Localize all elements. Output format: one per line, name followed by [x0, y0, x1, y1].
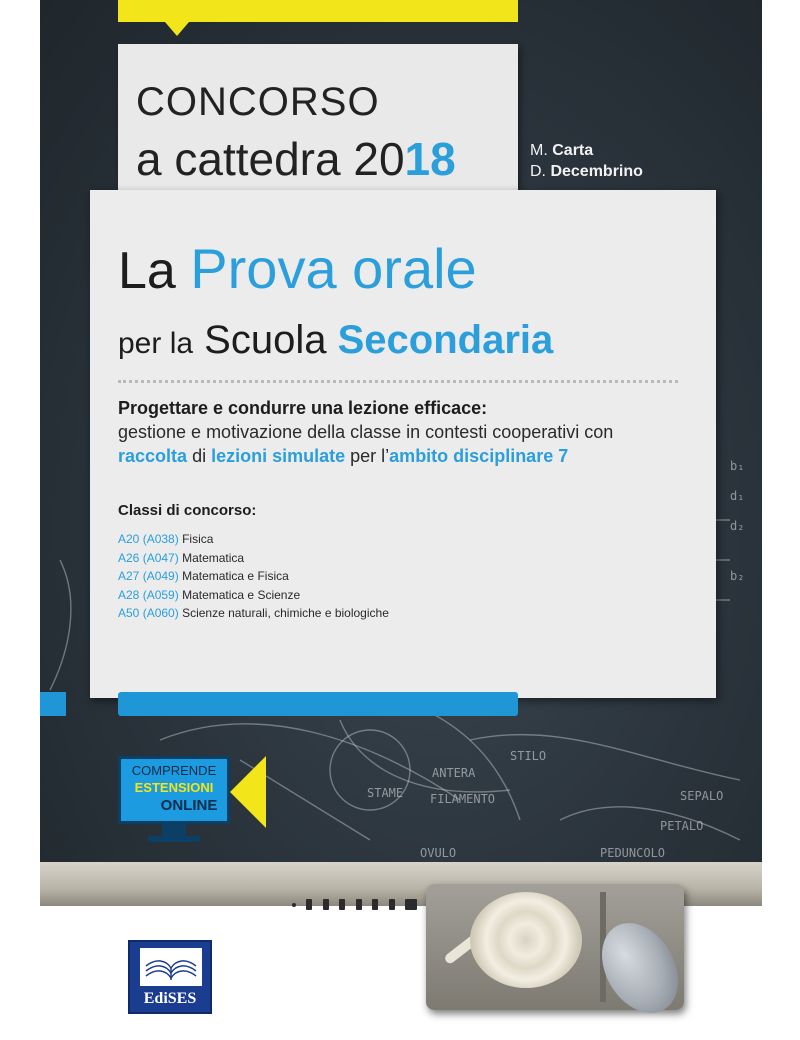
monitor-base-icon — [148, 836, 200, 842]
book-title-line1: La Prova orale — [118, 237, 477, 300]
blue-accent-bar — [118, 692, 518, 716]
badge-line3: ONLINE — [160, 797, 218, 814]
book-description — [118, 396, 698, 468]
chalk-sub-d2: d₂ — [730, 519, 745, 533]
dotted-divider — [118, 380, 678, 383]
chalk-word-stilo: STILO — [510, 749, 547, 763]
port-icon — [306, 899, 312, 910]
port-icon — [405, 899, 417, 910]
classes-heading: Classi di concorso: — [118, 502, 257, 519]
authors — [530, 140, 643, 182]
chalk-word-petalo: PETALO — [660, 819, 704, 833]
chalk-sub-d1: d₁ — [730, 489, 745, 503]
yellow-tab-pointer — [165, 22, 189, 36]
class-item: A26 (A047) Matematica — [118, 550, 245, 565]
author-2: D. Decembrino — [530, 163, 643, 180]
chalk-word-antera: ANTERA — [432, 766, 476, 780]
chalk-sub-b1: b₁ — [730, 459, 745, 473]
open-book-icon — [140, 948, 202, 986]
chalk-word-filamento: FILAMENTO — [430, 792, 496, 806]
port-icon — [323, 899, 329, 910]
description-lead: Progettare e condurre una lezione efficace: — [118, 398, 488, 418]
series-title: CONCORSO — [136, 80, 380, 124]
eraser-image — [470, 892, 582, 988]
publisher-logo — [128, 940, 212, 1014]
class-item: A20 (A038) Fisica — [118, 532, 214, 546]
chalk-word-ovulo: OVULO — [420, 846, 457, 860]
publisher-name: EdiSES — [143, 990, 197, 1007]
port-icon — [356, 899, 362, 910]
port-icon — [372, 899, 378, 910]
port-icon — [339, 899, 345, 910]
series-label-box — [118, 44, 518, 202]
book-title-line2: per la Scuola Secondaria — [118, 318, 554, 362]
classes-list — [118, 530, 389, 623]
chalk-sub-b2: b₂ — [730, 569, 745, 583]
class-item: A27 (A049) Matematica e Fisica — [118, 569, 289, 583]
chalk-word-sepalo: SEPALO — [680, 789, 724, 803]
chalk-word-stame: STAME — [367, 786, 404, 800]
online-extensions-badge — [118, 756, 230, 824]
badge-line2: ESTENSIONI — [134, 780, 214, 795]
port-icon — [292, 903, 296, 907]
port-icon — [389, 899, 395, 910]
left-blue-tab — [40, 692, 66, 716]
author-1: M. Carta — [530, 142, 594, 159]
frame-ports — [292, 896, 423, 910]
badge-line1: COMPRENDE — [131, 763, 217, 778]
series-subtitle: a cattedra 2018 — [136, 133, 456, 185]
chalk-word-peduncolo: PEDUNCOLO — [600, 846, 666, 860]
class-item: A50 (A060) Scienze naturali, chimiche e biologiche — [118, 606, 389, 620]
description-line2: gestione e motivazione della classe in contesti cooperativi con — [118, 422, 614, 442]
description-line3: raccolta di lezioni simulate per l’ambito disciplinare 7 — [118, 446, 569, 466]
class-item: A28 (A059) Matematica e Scienze — [118, 587, 301, 602]
yellow-arrow-icon — [230, 756, 266, 828]
main-title-box — [90, 190, 716, 698]
series-year-suffix: 18 — [404, 133, 456, 185]
top-yellow-tab — [118, 0, 518, 22]
